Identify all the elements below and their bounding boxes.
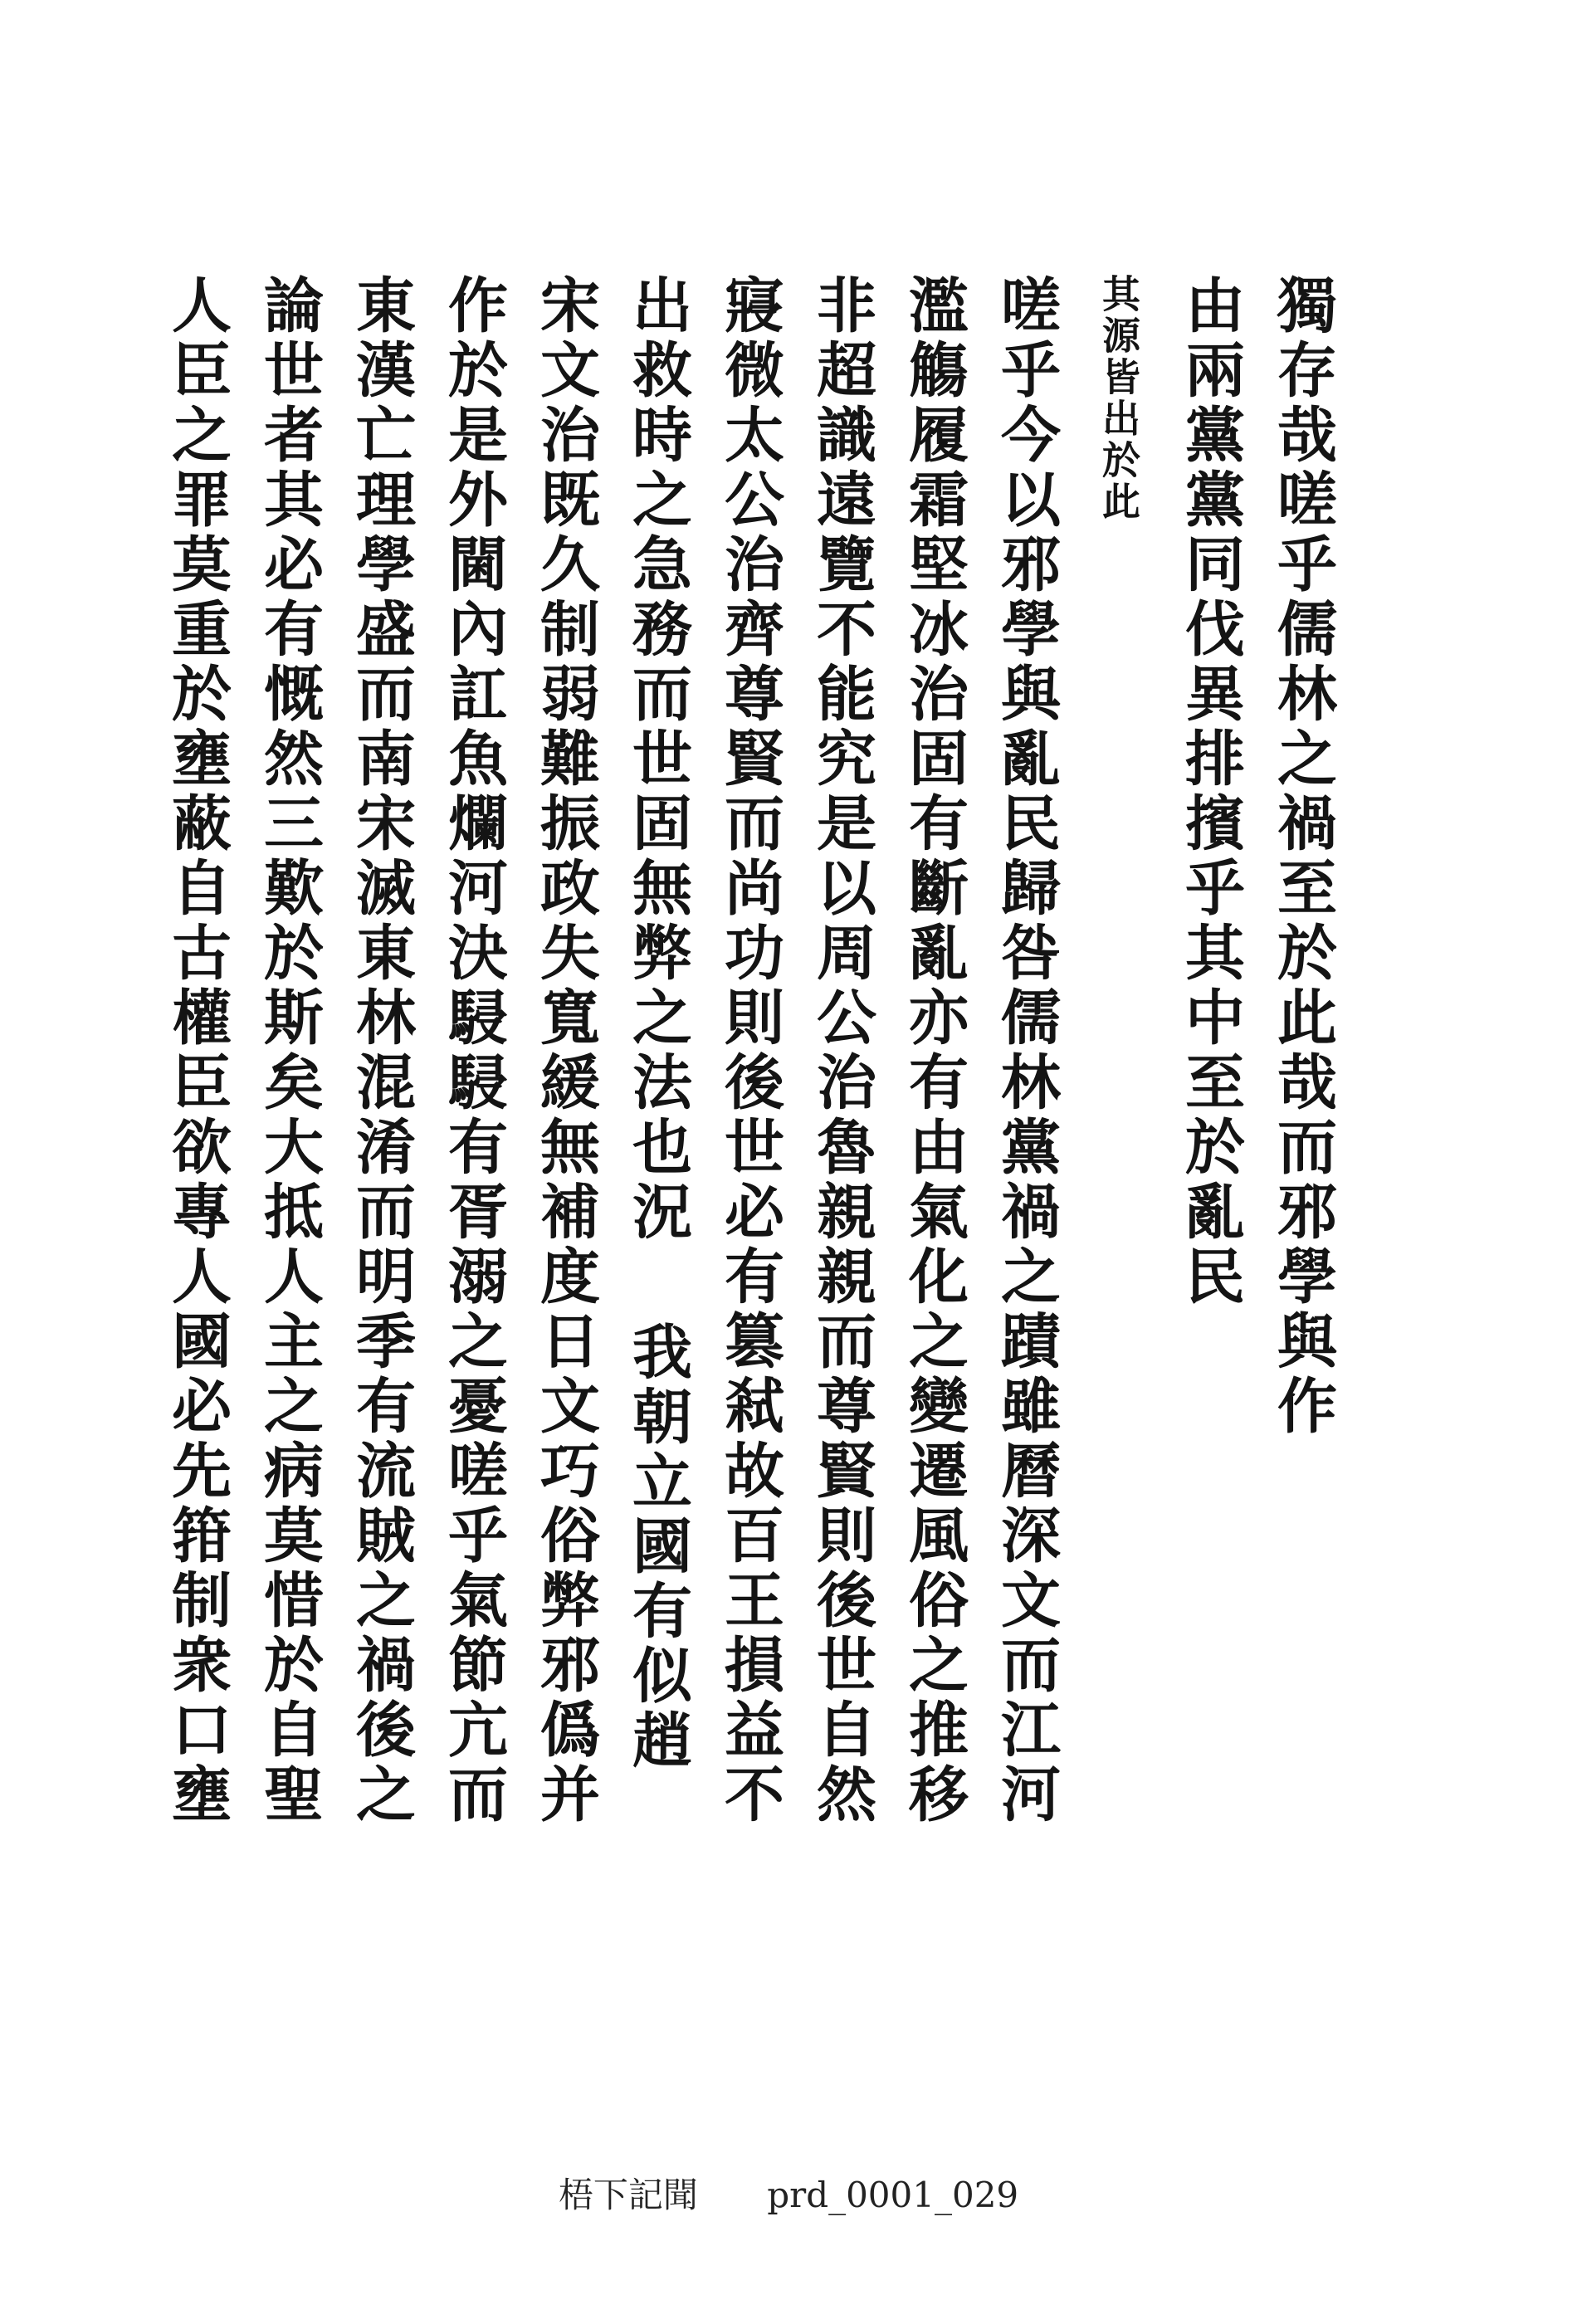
- text-column: 人臣之罪莫重於壅蔽自古權臣欲專人國必先箝制衆口壅: [162, 274, 232, 1828]
- text-column: 非超識遠覽不能究是以周公治魯親親而尊賢則後世自然: [807, 274, 877, 1828]
- text-column: 寢微太公治齊尊賢而尚功則後世必有篡弒故百王損益不: [715, 274, 785, 1828]
- text-column: 獨存哉嗟乎儒林之禍至於此哉而邪學與作: [1267, 274, 1338, 1439]
- book-title: 梧下記聞: [558, 2175, 698, 2215]
- text-column: 出救時之急務而世固無弊之法也況 我朝立國有似趙: [622, 274, 693, 1774]
- text-column: 作於是外閫內訌魚爛河決駸駸有胥溺之憂嗟乎氣節亢而: [438, 274, 509, 1828]
- vertical-text-block: [162, 274, 1349, 1884]
- text-column: 濫觴履霜堅冰治固有斷亂亦有由氣化之變遷風俗之推移: [899, 274, 969, 1828]
- page-footer: [0, 2168, 1577, 2218]
- text-column: 由兩黨黨同伐異排擯乎其中至於亂民: [1175, 274, 1246, 1310]
- text-column: 東漢亡理學盛而南宋滅東林混淆而明季有流賊之禍後之: [346, 274, 417, 1828]
- page-id: prd_0001_029: [767, 2175, 1019, 2215]
- text-column: 宋文治既久制弱難振政失寬緩無補度日文巧俗弊邪僞并: [530, 274, 601, 1828]
- text-column: 嗟乎今以邪學與亂民歸咎儒林黨禍之蹟雖曆深文而江河: [991, 274, 1062, 1828]
- text-column: 論世者其必有慨然三歎於斯矣大抵人主之病莫惜於自聖: [254, 274, 325, 1828]
- annotation-column: 其源皆出於此: [1096, 274, 1141, 523]
